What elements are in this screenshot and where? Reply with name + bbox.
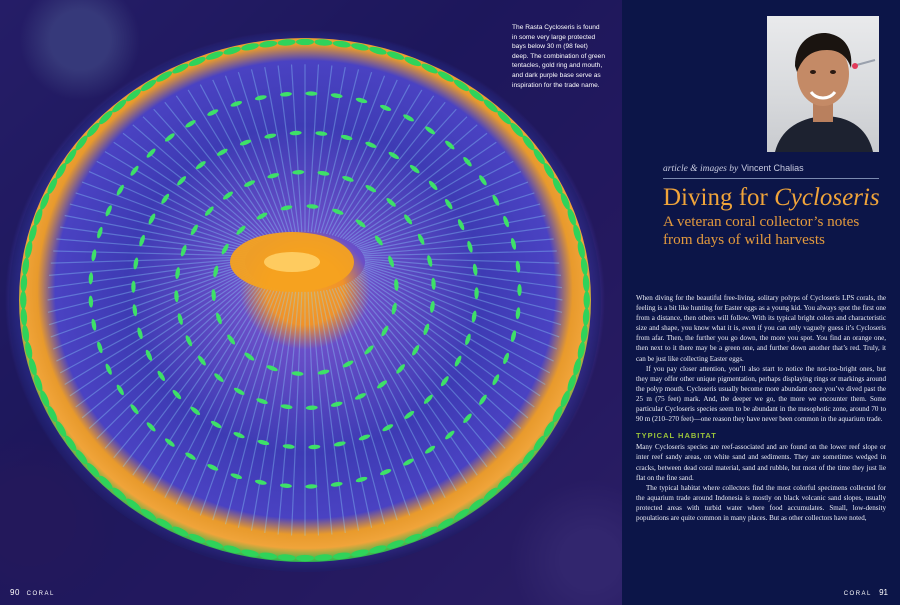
author-name: Vincent Chalias [741, 163, 804, 173]
article-page [622, 0, 900, 605]
title-main: Diving for [663, 184, 775, 211]
article-title [663, 183, 895, 213]
article-subtitle: A veteran coral collector’s notes from days of wild harvests [663, 213, 860, 248]
title-rule [663, 178, 879, 179]
body-paragraph: If you pay closer attention, you’ll also start to notice the not-too-bright ones, but they may offer other unique pigmentation, perhaps displaying rings or markings around the polyp mouth. Cycloseris usually become more abundant once you’ve dived past the 25 m (75 feet) mark. And, the deeper we go, the more we encounter them. Some particular Cycloseris species seem to be abundant in the mesophotic zone, around 70 to 90 m (210–270 feet)—one reason they have never been common in the aquarium trade. [636, 364, 886, 424]
folio-left [10, 588, 55, 597]
body-paragraph: The typical habitat where collectors find the most colorful specimens collected for the aquarium trade around Indonesia is mostly on black volcanic sand slopes, usually protected areas with turbid water where food accumulates. Small, low-density populations are quite common in many places. But as other collectors have noted, [636, 483, 886, 522]
title-italic: Cycloseris [774, 184, 880, 211]
author-photo [767, 16, 879, 152]
section-heading: TYPICAL HABITAT [636, 431, 717, 441]
magazine-name-right: CORAL [843, 591, 872, 597]
body-paragraph: When diving for the beautiful free-living, solitary polyps of Cycloseris LPS corals, the feeling is a bit like hunting for Easter eggs as a young kid. You always spot the first one from a distance, then others will follow. With its typical bright colors and characteristic size and shape, you know what it is, even if you can only vaguely guess it’s Cycloseris from afar. Then, the further you go down, the more you spot. You find an orange one, then next to it there may be a green one, and further down another that’s red. Truly, it can be just like collecting Easter eggs. [636, 294, 886, 363]
page-number-right: 91 [879, 588, 888, 597]
magazine-name-left: CORAL [26, 591, 55, 597]
body-paragraph: Many Cycloseris species are reef-associated and are found on the lower reef slope or inter reef sandy areas, on white sand and sediments. They are sometimes wedged in cracks, between dead coral material, sand and rubble, but most of the time they just lie flat on the fine sand. [636, 443, 886, 482]
article-body [636, 293, 886, 523]
byline [663, 163, 893, 174]
folio-right [844, 588, 888, 597]
page-number-left: 90 [10, 588, 20, 597]
byline-prefix: article & images by [663, 164, 739, 174]
photo-caption: The Rasta Cycloseris is found in some very large protected bays below 30 m (98 feet) deep. The combination of green tentacles, gold ring and mouth, and dark purple base serve as inspiration for the trade name. [512, 24, 605, 89]
